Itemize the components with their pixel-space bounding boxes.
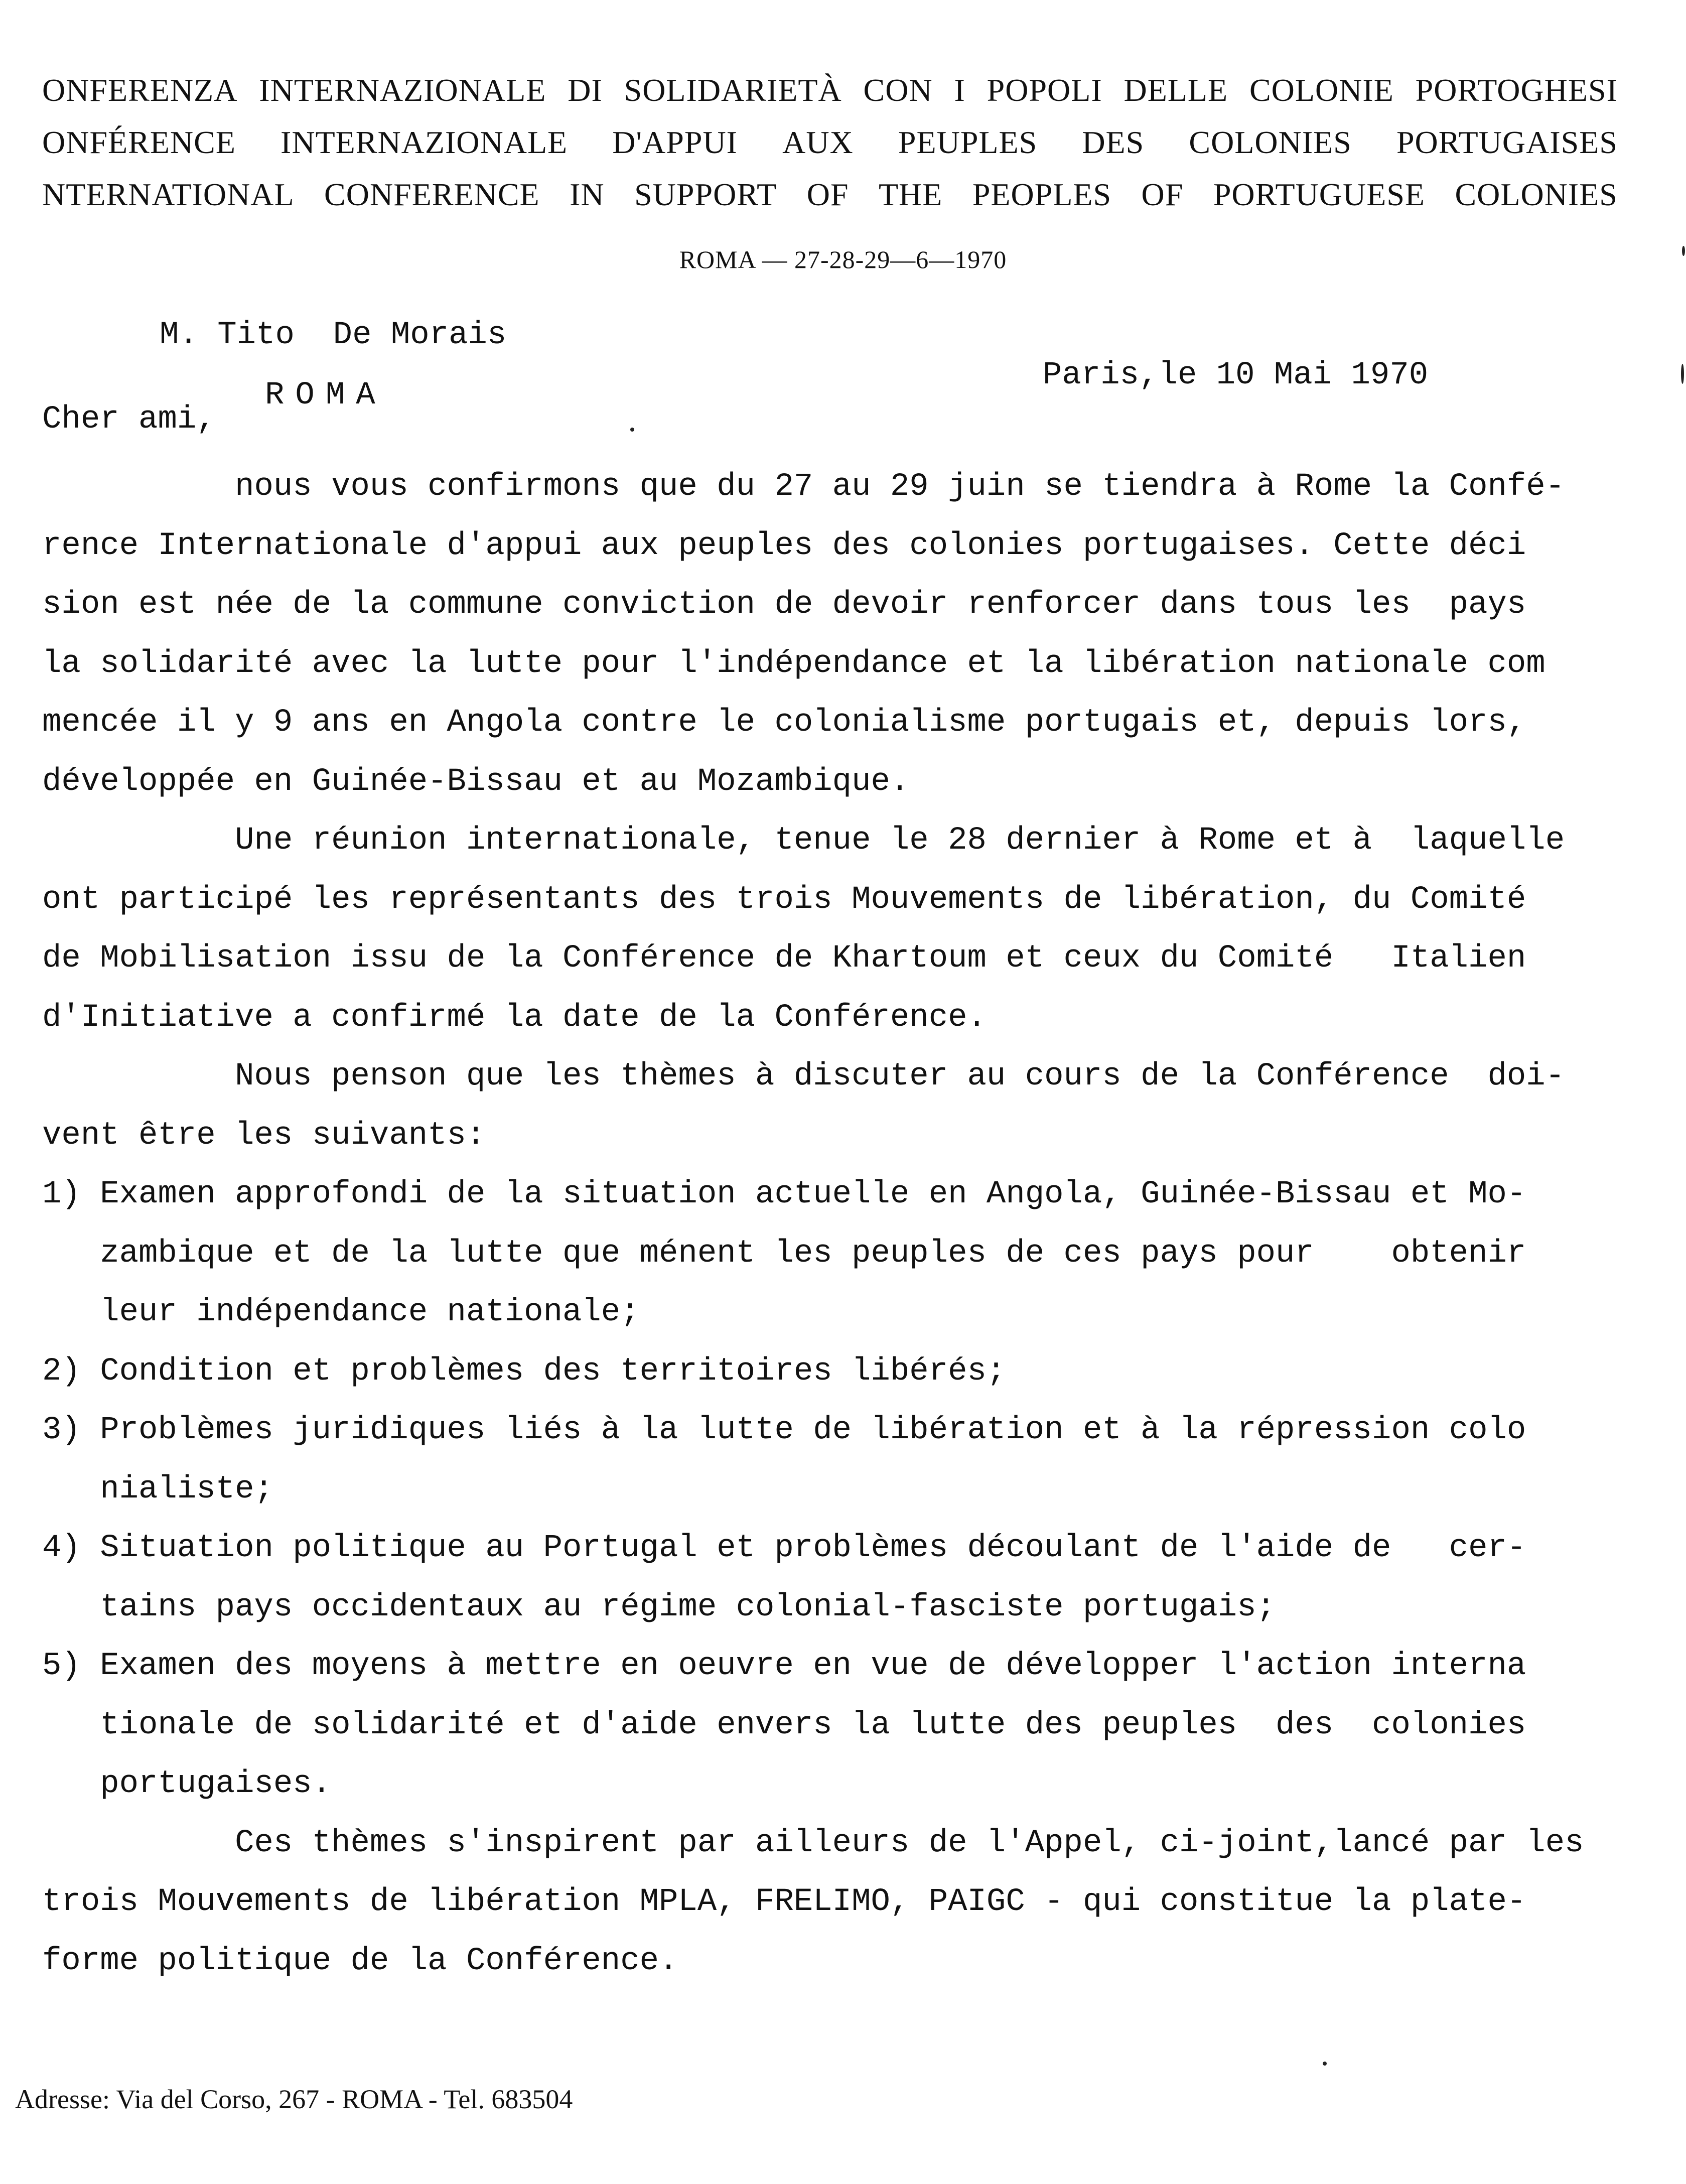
body-line: 1) Examen approfondi de la situation actuelle en Angola, Guinée-Bissau et Mo-: [42, 1176, 1526, 1212]
body-line: zambique et de la lutte que ménent les peuples de ces pays pour obtenir: [42, 1235, 1526, 1272]
body-line: développée en Guinée-Bissau et au Mozambique.: [42, 763, 910, 800]
body-line: Une réunion internationale, tenue le 28 dernier à Rome et à laquelle: [42, 823, 1565, 859]
letterhead-word: DES: [1082, 124, 1145, 160]
body-line: ont participé les représentants des trois Mouvements de libération, du Comité: [42, 881, 1526, 918]
letterhead-english-line: [42, 169, 1618, 221]
body-line: leur indépendance nationale;: [42, 1294, 640, 1330]
letterhead-word: COLONIE: [1249, 72, 1394, 108]
letter-body: [42, 458, 1584, 1991]
letterhead-word: PORTUGAISES: [1396, 124, 1618, 160]
letter-place-date: Paris,le 10 Mai 1970: [1043, 357, 1429, 393]
body-line: 4) Situation politique au Portugal et problèmes découlant de l'aide de cer-: [42, 1530, 1526, 1566]
body-line: Ces thèmes s'inspirent par ailleurs de l'Appel, ci-joint,lancé par les: [42, 1825, 1584, 1861]
letterhead-word: THE: [878, 177, 943, 212]
letterhead-french-line: [42, 116, 1618, 169]
letterhead-italian-line: [42, 64, 1618, 116]
letterhead-word: CON: [863, 72, 933, 108]
ink-speck: [630, 428, 634, 432]
body-line: 2) Condition et problèmes des territoires libérés;: [42, 1353, 1006, 1390]
letterhead-word: AUX: [782, 124, 854, 160]
salutation: Cher ami,: [42, 401, 216, 438]
letterhead-word: INTERNAZIONALE: [259, 72, 546, 108]
letterhead-word: DI: [568, 72, 603, 108]
letterhead-word: SOLIDARIETÀ: [624, 72, 842, 108]
body-line: tains pays occidentaux au régime colonial-fasciste portugais;: [42, 1589, 1276, 1625]
body-line: portugaises.: [42, 1766, 332, 1802]
body-line: sion est née de la commune conviction de devoir renforcer dans tous les pays: [42, 587, 1526, 623]
letterhead-word: INTERNAZIONALE: [280, 124, 568, 160]
recipient-name: M. Tito De Morais: [160, 317, 507, 353]
body-line: vent être les suivants:: [42, 1117, 486, 1154]
body-line: d'Initiative a confirmé la date de la Conférence.: [42, 999, 987, 1036]
ink-speck: [1323, 2062, 1327, 2066]
body-line: la solidarité avec la lutte pour l'indépendance et la libération nationale com: [42, 645, 1546, 682]
letterhead-word: DELLE: [1123, 72, 1228, 108]
letterhead-word: NTERNATIONAL: [42, 177, 295, 212]
recipient-city: ROMA: [265, 377, 386, 414]
body-line: 5) Examen des moyens à mettre en oeuvre en vue de développer l'action interna: [42, 1648, 1526, 1684]
body-line: forme politique de la Conférence.: [42, 1943, 678, 1979]
conference-dateline: ROMA — 27-28-29—6—1970: [679, 245, 1007, 274]
letterhead-word: PORTUGUESE: [1213, 177, 1425, 212]
body-line: rence Internationale d'appui aux peuples des colonies portugaises. Cette déci: [42, 527, 1526, 564]
body-line: de Mobilisation issu de la Conférence de Khartoum et ceux du Comité Italien: [42, 940, 1526, 977]
letterhead-word: PEOPLES: [972, 177, 1112, 212]
letterhead-word: POPOLI: [987, 72, 1102, 108]
body-line: nialiste;: [42, 1471, 273, 1508]
letterhead-word: I: [954, 72, 965, 108]
body-line: nous vous confirmons que du 27 au 29 juin se tiendra à Rome la Confé-: [42, 469, 1565, 505]
body-line: 3) Problèmes juridiques liés à la lutte de libération et à la répression colo: [42, 1412, 1526, 1448]
body-line: trois Mouvements de libération MPLA, FRELIMO, PAIGC - qui constitue la plate-: [42, 1884, 1526, 1920]
body-line: tionale de solidarité et d'aide envers la lutte des peuples des colonies: [42, 1707, 1526, 1743]
letterhead-word: ONFERENZA: [42, 72, 238, 108]
body-line: Nous penson que les thèmes à discuter au cours de la Conférence doi-: [42, 1058, 1565, 1095]
letterhead-word: PEUPLES: [898, 124, 1038, 160]
footer-address: Adresse: Via del Corso, 267 - ROMA - Tel. 683504: [15, 2084, 573, 2114]
letterhead-word: COLONIES: [1455, 177, 1618, 212]
body-line: mencée il y 9 ans en Angola contre le colonialisme portugais et, depuis lors,: [42, 705, 1526, 741]
ink-speck: [1681, 364, 1684, 384]
letterhead-word: COLONIES: [1189, 124, 1352, 160]
letterhead-word: SUPPORT: [634, 177, 777, 212]
letterhead-word: IN: [570, 177, 605, 212]
letterhead-word: OF: [806, 177, 849, 212]
ink-speck: [1682, 246, 1685, 256]
letterhead-word: ONFÉRENCE: [42, 124, 236, 160]
letterhead-word: OF: [1141, 177, 1184, 212]
letterhead-word: PORTOGHESI: [1415, 72, 1618, 108]
letterhead-word: D'APPUI: [612, 124, 738, 160]
letterhead-word: CONFERENCE: [324, 177, 540, 212]
letterhead: [42, 64, 1618, 221]
